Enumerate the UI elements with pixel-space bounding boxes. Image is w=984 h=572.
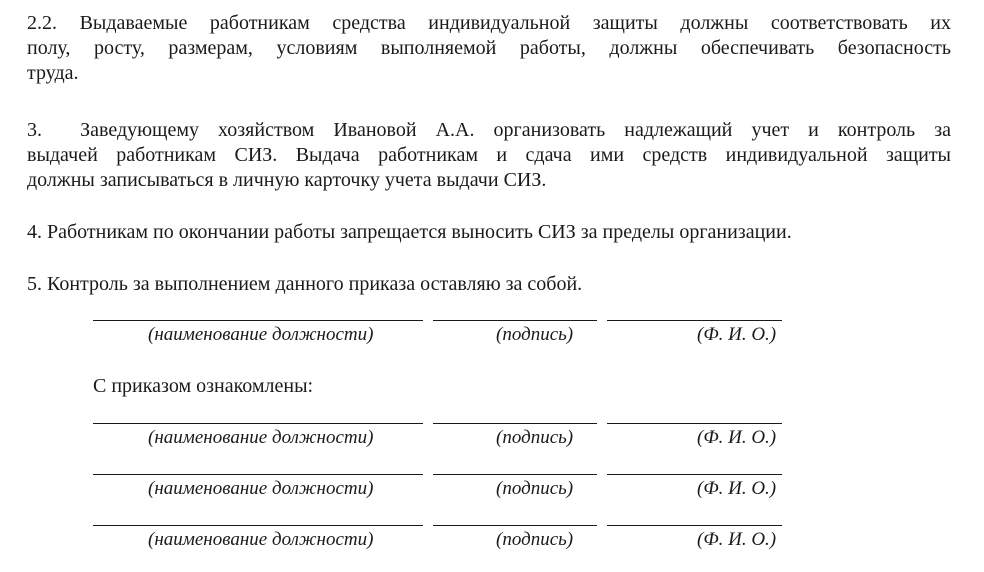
paragraph-line: 3. Заведующему хозяйством Ивановой А.А. организовать надлежащий учет и контроль за xyxy=(27,119,951,141)
name-caption: (Ф. И. О.) xyxy=(697,427,777,448)
paragraph-line: 2.2. Выдаваемые работникам средства индивидуальной защиты должны соответствовать их xyxy=(27,12,951,34)
paragraph-2-2 xyxy=(27,11,951,86)
position-line xyxy=(93,423,423,424)
position-line xyxy=(93,525,423,526)
acknowledgement-heading: С приказом ознакомлены: xyxy=(93,375,314,397)
position-line xyxy=(93,474,423,475)
signature-caption: (подпись) xyxy=(496,529,574,550)
paragraph-line: должны записываться в личную карточку учета выдачи СИЗ. xyxy=(27,169,547,191)
name-caption: (Ф. И. О.) xyxy=(697,529,777,550)
paragraph-line: полу, росту, размерам, условиям выполняемой работы, должны обеспечивать безопасность xyxy=(27,37,951,59)
signature-row-director xyxy=(0,320,984,360)
paragraph-5: 5. Контроль за выполнением данного приказа оставляю за собой. xyxy=(27,273,583,295)
position-caption: (наименование должности) xyxy=(148,478,374,499)
name-line xyxy=(607,474,782,475)
signature-caption: (подпись) xyxy=(496,427,574,448)
paragraph-4: 4. Работникам по окончании работы запрещается выносить СИЗ за пределы организации. xyxy=(27,221,792,243)
signature-line xyxy=(433,320,597,321)
signature-caption: (подпись) xyxy=(496,478,574,499)
position-caption: (наименование должности) xyxy=(148,529,374,550)
position-caption: (наименование должности) xyxy=(148,427,374,448)
position-caption: (наименование должности) xyxy=(148,324,374,345)
paragraph-line: труда. xyxy=(27,62,79,84)
paragraph-3 xyxy=(27,118,951,193)
paragraph-line: выдачей работникам СИЗ. Выдача работникам и сдача ими средств индивидуальной защиты xyxy=(27,144,951,166)
name-line xyxy=(607,525,782,526)
signature-line xyxy=(433,474,597,475)
position-line xyxy=(93,320,423,321)
name-caption: (Ф. И. О.) xyxy=(697,478,777,499)
name-line xyxy=(607,423,782,424)
signature-row-employee xyxy=(0,525,984,565)
signature-row-employee xyxy=(0,423,984,463)
name-caption: (Ф. И. О.) xyxy=(697,324,777,345)
signature-caption: (подпись) xyxy=(496,324,574,345)
signature-row-employee xyxy=(0,474,984,514)
signature-line xyxy=(433,423,597,424)
signature-line xyxy=(433,525,597,526)
name-line xyxy=(607,320,782,321)
